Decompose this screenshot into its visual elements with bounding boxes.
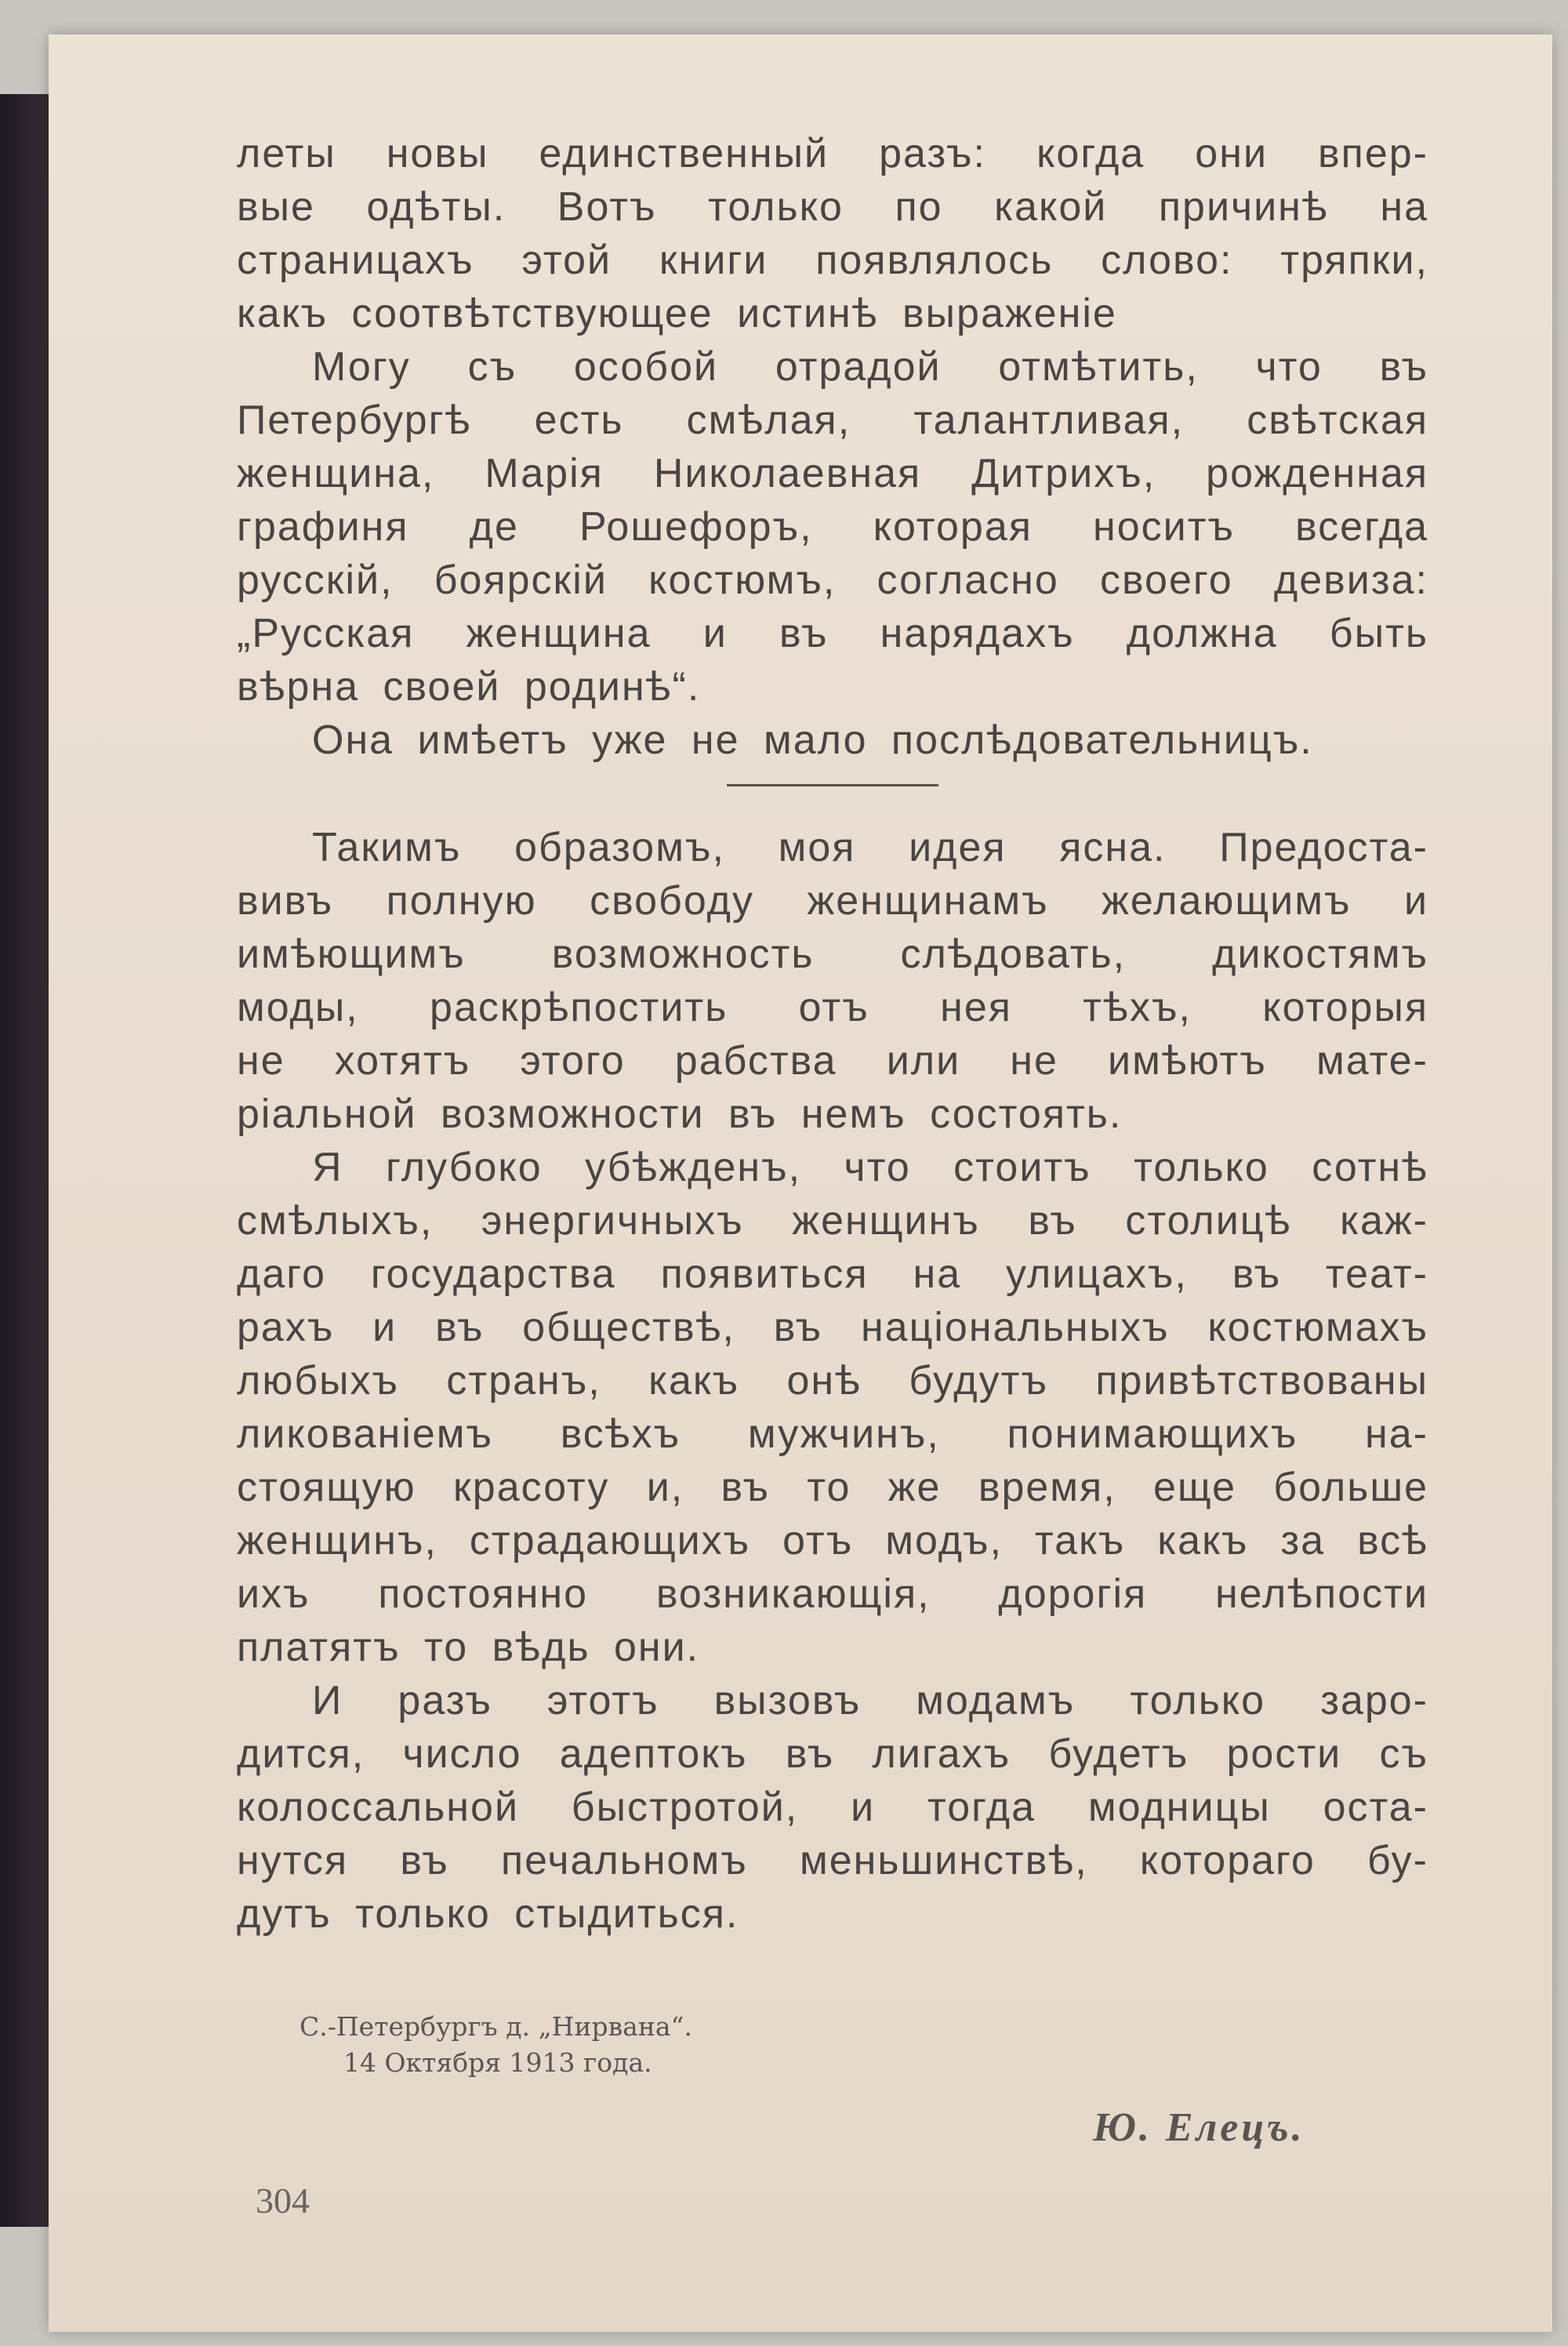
dateline-date: 14 Октября 1913 года. [343,2047,652,2078]
text-line: страницахъ этой книги появлялось слово: тряпки, [237,238,1428,283]
text-line: дится, число адептокъ въ лигахъ будетъ рости съ [237,1731,1428,1777]
text-line: Она имѣетъ уже не мало послѣдовательницъ. [312,717,1313,763]
text-line: дутъ только стыдиться. [237,1891,739,1937]
paragraph [237,340,1428,714]
text-line: нутся въ печальномъ меньшинствѣ, котораго бу- [237,1838,1428,1883]
text-line: любыхъ странъ, какъ онѣ будутъ привѣтствованы [237,1358,1428,1404]
book-page [49,34,1552,2332]
text-line: вивъ полную свободу женщинамъ желающимъ и [237,878,1428,924]
dateline-place: С.-Петербургъ д. „Нирвана“. [299,2011,692,2042]
text-line: ріальной возможности въ немъ состоять. [237,1091,1123,1137]
section-divider [727,784,938,786]
paragraph [237,1674,1428,1941]
text-line: какъ соотвѣтствующее истинѣ выраженіе [237,291,1117,336]
text-line: рахъ и въ обществѣ, въ національныхъ костюмахъ [237,1305,1428,1350]
text-line: женщинъ, страдающихъ отъ модъ, такъ какъ за всѣ [237,1518,1428,1563]
text-line: платятъ то вѣдь они. [237,1625,700,1670]
text-line: даго государства появиться на улицахъ, въ теат- [237,1251,1428,1297]
text-line: колоссальной быстротой, и тогда модницы оста- [237,1785,1428,1830]
text-line: леты новы единственный разъ: когда они впер- [237,131,1428,176]
text-line: вые одѣты. Вотъ только по какой причинѣ на [237,184,1428,230]
upper-section [237,127,1428,767]
text-line: смѣлыхъ, энергичныхъ женщинъ въ столицѣ каж- [237,1198,1428,1244]
body-text [237,127,1428,1941]
text-line: вѣрна своей родинѣ“. [237,664,701,710]
text-line: женщина, Марія Николаевная Дитрихъ, рожденная [237,451,1428,496]
lower-section [237,821,1428,1941]
text-line: Петербургѣ есть смѣлая, талантливая, свѣтская [237,398,1428,443]
paragraph [237,714,1428,767]
text-line: Я глубоко убѣжденъ, что стоитъ только сотнѣ [312,1145,1428,1190]
text-line: ихъ постоянно возникающія, дорогія нелѣпости [237,1571,1428,1617]
paragraph [237,127,1428,340]
text-line: „Русская женщина и въ нарядахъ должна быть [237,611,1428,656]
text-line: Такимъ образомъ, моя идея ясна. Предоста- [312,825,1428,870]
text-line: моды, раскрѣпостить отъ нея тѣхъ, которыя [237,985,1428,1030]
paragraph [237,821,1428,1141]
text-line: графиня де Рошефоръ, которая носитъ всегда [237,504,1428,550]
text-line: русскій, боярскій костюмъ, согласно своего девиза: [237,557,1428,603]
text-line: И разъ этотъ вызовъ модамъ только заро- [312,1678,1428,1723]
paragraph [237,1141,1428,1674]
text-line: имѣющимъ возможность слѣдовать, дикостямъ [237,932,1428,977]
author-signature: Ю. Елецъ. [1093,2105,1305,2150]
text-line: стоящую красоту и, въ то же время, еще больше [237,1465,1428,1510]
text-line: ликованіемъ всѣхъ мужчинъ, понимающихъ на- [237,1411,1428,1457]
page-number: 304 [256,2181,310,2221]
text-line: Могу съ особой отрадой отмѣтить, что въ [312,344,1428,390]
dateline [299,2009,692,2081]
text-line: не хотятъ этого рабства или не имѣютъ мате- [237,1038,1428,1084]
